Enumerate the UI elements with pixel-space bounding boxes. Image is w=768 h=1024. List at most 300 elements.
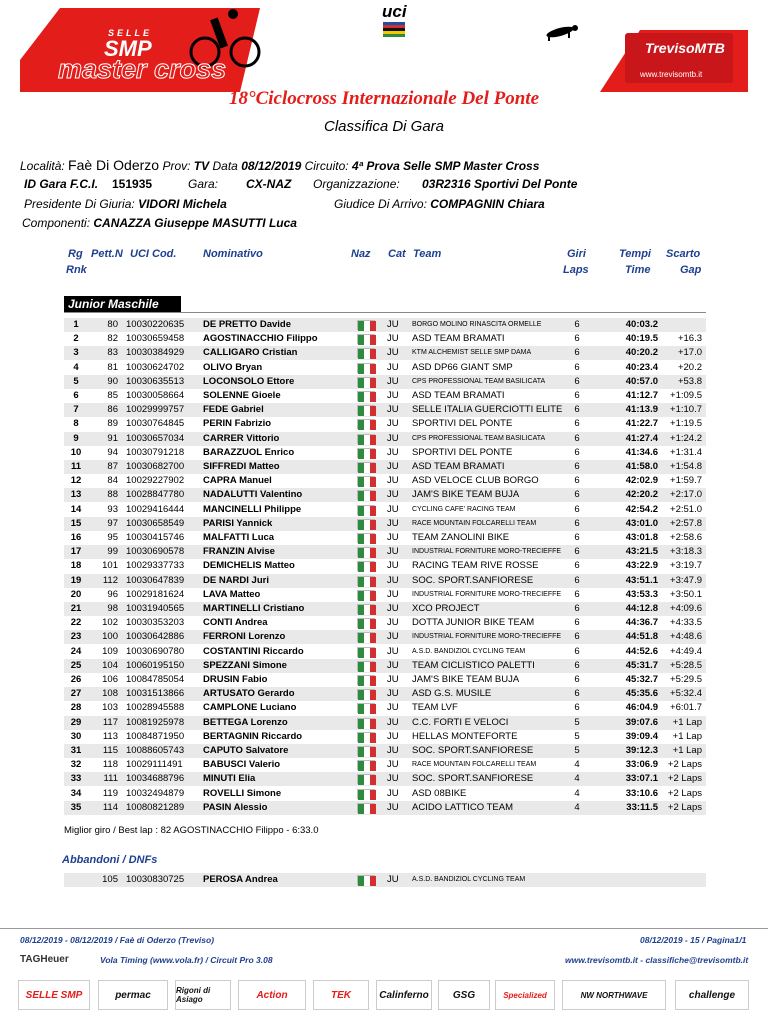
result-row xyxy=(64,517,706,531)
time-cell: 41:27.4 xyxy=(625,432,658,444)
bib-cell: 119 xyxy=(102,787,118,799)
rank-cell: 21 xyxy=(70,603,82,614)
italy-flag-icon xyxy=(357,732,375,742)
data-value: 08/12/2019 xyxy=(241,159,302,173)
result-row xyxy=(64,361,706,375)
time-cell: 44:51.8 xyxy=(625,631,658,643)
rank-cell: 25 xyxy=(70,659,82,671)
localita-value: Faè Di Oderzo xyxy=(68,157,160,173)
uci-code-cell: 10029227902 xyxy=(126,475,185,487)
laps-cell: 6 xyxy=(574,517,580,529)
circuito-label: Circuito: xyxy=(304,159,349,173)
rider-name-cell: COSTANTINI Riccardo xyxy=(203,645,304,657)
uci-code-cell: 10084785054 xyxy=(126,674,185,685)
uci-code-cell: 10030642886 xyxy=(126,631,185,643)
uci-code-cell: 10030635513 xyxy=(126,375,185,387)
bib-cell: 80 xyxy=(107,319,118,330)
bib-cell: 101 xyxy=(102,560,118,572)
col-tempi: Tempi xyxy=(619,248,651,260)
time-cell: 45:35.6 xyxy=(625,688,658,700)
italy-flag-icon xyxy=(357,505,375,515)
rider-name-cell: BETTEGA Lorenzo xyxy=(203,716,288,728)
category-cell: JU xyxy=(387,588,399,600)
italy-flag-icon xyxy=(357,803,375,813)
rank-cell: 35 xyxy=(70,801,82,813)
category-cell: JU xyxy=(387,418,399,430)
sponsor-logo: NW NORTHWAVE xyxy=(562,980,666,1010)
footer-divider xyxy=(0,928,768,929)
team-cell: A.S.D. BANDIZIOL CYCLING TEAM xyxy=(412,876,526,883)
category-cell: JU xyxy=(387,801,399,813)
italy-flag-icon xyxy=(357,448,375,458)
gap-cell: +1 Lap xyxy=(672,730,702,742)
bib-cell: 87 xyxy=(107,461,118,472)
team-cell: CPS PROFESSIONAL TEAM BASILICATA xyxy=(412,377,546,385)
info-line-1 xyxy=(20,157,539,173)
uci-code-cell: 10060195150 xyxy=(126,659,185,671)
bib-cell: 90 xyxy=(107,375,118,387)
time-cell: 40:03.2 xyxy=(625,319,658,330)
italy-flag-icon xyxy=(357,576,375,586)
rank-cell: 32 xyxy=(70,759,82,771)
time-cell: 41:58.0 xyxy=(625,461,658,472)
dnf-row xyxy=(64,873,706,887)
rider-name-cell: CALLIGARO Cristian xyxy=(203,347,298,359)
italy-flag-icon xyxy=(357,718,375,728)
smp-selle-text: SELLE xyxy=(108,28,153,38)
rank-cell: 22 xyxy=(70,617,82,629)
italy-flag-icon xyxy=(357,519,375,529)
result-row xyxy=(64,346,706,360)
time-cell: 44:52.6 xyxy=(625,645,658,657)
italy-flag-icon xyxy=(357,334,375,344)
col-time: Time xyxy=(625,264,651,276)
gap-cell: +2 Laps xyxy=(667,773,702,785)
category-cell: JU xyxy=(387,759,399,771)
italy-flag-icon xyxy=(357,561,375,571)
rank-cell: 29 xyxy=(70,716,82,728)
uci-code-cell: 10032494879 xyxy=(126,787,185,799)
uci-code-cell: 10031940565 xyxy=(126,603,185,614)
uci-code-cell: 10030415746 xyxy=(126,532,185,543)
gap-cell: +17.0 xyxy=(677,347,702,359)
uci-code-cell: 10029337733 xyxy=(126,560,185,572)
bib-cell: 91 xyxy=(107,432,118,444)
bib-cell: 117 xyxy=(102,716,118,728)
time-cell: 39:09.4 xyxy=(625,730,658,742)
italy-flag-icon xyxy=(357,875,375,885)
category-cell: JU xyxy=(387,787,399,799)
col-rnk: Rnk xyxy=(66,264,87,276)
bib-cell: 111 xyxy=(103,773,118,785)
rank-cell: 16 xyxy=(70,532,82,543)
team-cell: JAM'S BIKE TEAM BUJA xyxy=(412,489,520,501)
rider-name-cell: MINUTI Elia xyxy=(203,773,256,785)
team-cell: SOC. SPORT.SANFIORESE xyxy=(412,745,534,756)
category-cell: JU xyxy=(387,659,399,671)
category-cell: JU xyxy=(387,730,399,742)
italy-flag-icon xyxy=(357,533,375,543)
rank-cell: 13 xyxy=(70,489,82,501)
team-cell: ASD TEAM BRAMATI xyxy=(412,390,505,401)
rank-cell: 12 xyxy=(70,475,82,487)
gap-cell: +2 Laps xyxy=(667,801,702,813)
uci-code-cell: 10030058664 xyxy=(126,390,185,401)
uci-code-cell: 10084871950 xyxy=(126,730,185,742)
rider-name-cell: OLIVO Bryan xyxy=(203,361,263,373)
team-cell: A.S.D. BANDIZIOL CYCLING TEAM xyxy=(412,647,526,655)
laps-cell: 6 xyxy=(574,574,580,586)
sponsor-logo: Calinferno xyxy=(376,980,432,1010)
laps-cell: 6 xyxy=(574,390,580,401)
category-cell: JU xyxy=(387,390,399,401)
rider-name-cell: CONTI Andrea xyxy=(203,617,268,629)
laps-cell: 6 xyxy=(574,418,580,430)
col-rg: Rg xyxy=(68,248,83,260)
italy-flag-icon xyxy=(357,647,375,657)
sponsor-logo: TEK xyxy=(313,980,369,1010)
uci-code-cell: 10030647839 xyxy=(126,574,185,586)
result-row xyxy=(64,701,706,715)
bib-cell: 83 xyxy=(107,347,118,359)
result-row xyxy=(64,602,706,616)
uci-code-cell: 10088605743 xyxy=(126,745,185,756)
presidente-value: VIDORI Michela xyxy=(138,197,227,211)
laps-cell: 6 xyxy=(574,446,580,458)
italy-flag-icon xyxy=(357,689,375,699)
rank-cell: 5 xyxy=(73,375,79,387)
team-cell: SPORTIVI DEL PONTE xyxy=(412,418,513,430)
team-cell: ASD G.S. MUSILE xyxy=(412,688,492,700)
result-row xyxy=(64,744,706,758)
result-row xyxy=(64,545,706,559)
team-cell: INDUSTRIAL FORNITURE MORO-TRECIEFFE xyxy=(412,548,562,556)
uci-code-cell: 10028847780 xyxy=(126,489,185,501)
uci-code-cell: 10029999757 xyxy=(126,404,185,416)
col-uci: UCI Cod. xyxy=(130,248,177,260)
laps-cell: 6 xyxy=(574,503,580,515)
rank-cell: 31 xyxy=(70,745,82,756)
footer-timing: Vola Timing (www.vola.fr) / Circuit Pro 3.08 xyxy=(100,955,273,965)
col-nominativo: Nominativo xyxy=(203,248,263,260)
footer-date-location: 08/12/2019 - 08/12/2019 / Faè di Oderzo (Treviso) xyxy=(20,935,215,945)
info-line-3b xyxy=(334,197,545,211)
gap-cell: +1:54.8 xyxy=(670,461,702,472)
result-row xyxy=(64,488,706,502)
team-cell: SOC. SPORT.SANFIORESE xyxy=(412,773,534,785)
time-cell: 44:36.7 xyxy=(625,617,658,629)
time-cell: 41:22.7 xyxy=(625,418,658,430)
category-cell: JU xyxy=(387,603,399,614)
rank-cell: 14 xyxy=(70,503,82,515)
result-row xyxy=(64,531,706,545)
uci-code-cell: 10029416444 xyxy=(126,503,185,515)
laps-cell: 6 xyxy=(574,489,580,501)
rank-cell: 19 xyxy=(70,574,82,586)
gap-cell: +2 Laps xyxy=(667,787,702,799)
rank-cell: 17 xyxy=(70,546,82,558)
rank-cell: 6 xyxy=(73,390,79,401)
team-cell: JAM'S BIKE TEAM BUJA xyxy=(412,674,520,685)
result-row xyxy=(64,616,706,630)
rider-name-cell: SIFFREDI Matteo xyxy=(203,461,280,472)
bib-cell: 108 xyxy=(102,688,118,700)
italy-flag-icon xyxy=(357,348,375,358)
laps-cell: 6 xyxy=(574,375,580,387)
category-cell: JU xyxy=(387,333,399,345)
sponsor-logo: permac xyxy=(98,980,168,1010)
bib-cell: 85 xyxy=(107,390,118,401)
uci-code-cell: 10030384929 xyxy=(126,347,185,359)
sponsor-logo: GSG xyxy=(438,980,490,1010)
gap-cell: +6:01.7 xyxy=(670,702,702,714)
time-cell: 40:23.4 xyxy=(625,361,658,373)
uci-code-cell: 10030353203 xyxy=(126,617,185,629)
time-cell: 45:32.7 xyxy=(625,674,658,685)
gap-cell: +2:57.8 xyxy=(670,517,702,529)
gap-cell: +5:32.4 xyxy=(670,688,702,700)
result-row xyxy=(64,432,706,446)
rider-name-cell: MALFATTI Luca xyxy=(203,532,275,543)
bib-cell: 118 xyxy=(102,759,118,771)
rider-name-cell: LAVA Matteo xyxy=(203,588,261,600)
team-cell: TEAM LVF xyxy=(412,702,458,714)
presidente-label: Presidente Di Giuria: xyxy=(24,197,135,211)
italy-flag-icon xyxy=(357,377,375,387)
col-cat: Cat xyxy=(388,248,406,260)
rider-name-cell: PARISI Yannick xyxy=(203,517,273,529)
bib-cell: 100 xyxy=(102,631,118,643)
result-row xyxy=(64,375,706,389)
category-cell: JU xyxy=(387,503,399,515)
org-value: 03R2316 Sportivi Del Ponte xyxy=(422,177,578,191)
circuito-value: 4ª Prova Selle SMP Master Cross xyxy=(351,159,540,173)
time-cell: 41:12.7 xyxy=(625,390,658,401)
time-cell: 42:54.2 xyxy=(625,503,658,515)
category-cell: JU xyxy=(387,432,399,444)
italy-flag-icon xyxy=(357,590,375,600)
laps-cell: 6 xyxy=(574,432,580,444)
category-cell: JU xyxy=(387,461,399,472)
italy-flag-icon xyxy=(357,476,375,486)
time-cell: 43:01.8 xyxy=(625,532,658,543)
uci-code-cell: 10080821289 xyxy=(126,801,185,813)
rank-cell: 9 xyxy=(73,432,79,444)
time-cell: 44:12.8 xyxy=(625,603,658,614)
rank-cell: 24 xyxy=(70,645,82,657)
result-row xyxy=(64,645,706,659)
laps-cell: 4 xyxy=(574,787,580,799)
best-lap-note: Miglior giro / Best lap : 82 AGOSTINACCHIO Filippo - 6:33.0 xyxy=(64,825,319,836)
rider-name-cell: PERIN Fabrizio xyxy=(203,418,272,430)
bib-cell: 88 xyxy=(107,489,118,501)
team-cell: RACE MOUNTAIN FOLCARELLI TEAM xyxy=(412,519,537,527)
team-cell: BORGO MOLINO RINASCITA ORMELLE xyxy=(412,321,542,328)
laps-cell: 6 xyxy=(574,702,580,714)
uci-logo xyxy=(383,22,405,37)
bib-cell: 98 xyxy=(107,603,118,614)
italy-flag-icon xyxy=(357,391,375,401)
rider-name-cell: SOLENNE Gioele xyxy=(203,390,281,401)
rider-name-cell: AGOSTINACCHIO Filippo xyxy=(203,333,318,345)
rider-name-cell: CAMPLONE Luciano xyxy=(203,702,297,714)
result-row xyxy=(64,332,706,346)
result-row xyxy=(64,446,706,460)
rider-name-cell: BABUSCI Valerio xyxy=(203,759,281,771)
laps-cell: 6 xyxy=(574,361,580,373)
uci-code-cell: 10081925978 xyxy=(126,716,185,728)
id-gara-label: ID Gara F.C.I. xyxy=(24,177,99,191)
uci-code-cell: 10030657034 xyxy=(126,432,185,444)
laps-cell: 6 xyxy=(574,475,580,487)
uci-code-cell: 10030659458 xyxy=(126,333,185,345)
org-label: Organizzazione: xyxy=(313,177,400,191)
category-cell: JU xyxy=(387,645,399,657)
laps-cell: 6 xyxy=(574,347,580,359)
rank-cell: 15 xyxy=(70,517,82,529)
uci-code-cell: 10029181624 xyxy=(126,588,185,600)
gap-cell: +1:19.5 xyxy=(670,418,702,430)
time-cell: 33:06.9 xyxy=(625,759,658,771)
page-subtitle: Classifica Di Gara xyxy=(323,118,445,135)
rank-cell: 4 xyxy=(73,361,79,373)
italy-flag-icon xyxy=(357,746,375,756)
team-cell: SPORTIVI DEL PONTE xyxy=(412,446,513,458)
time-cell: 43:01.0 xyxy=(625,517,658,529)
info-line-4 xyxy=(22,216,297,230)
result-row xyxy=(64,630,706,644)
team-cell: ASD VELOCE CLUB BORGO xyxy=(412,475,539,487)
uci-text: uci xyxy=(382,2,407,21)
gap-cell: +3:18.3 xyxy=(670,546,702,558)
data-label: Data xyxy=(212,159,238,173)
uci-code-cell: 10030624702 xyxy=(126,361,185,373)
bib-cell: 104 xyxy=(102,659,118,671)
prov-label: Prov: xyxy=(162,159,191,173)
rider-name-cell: ROVELLI Simone xyxy=(203,787,282,799)
treviso-logo-text: TrevisoMTB xyxy=(645,40,725,56)
result-row xyxy=(64,787,706,801)
rank-cell: 23 xyxy=(70,631,82,643)
category-cell: JU xyxy=(387,560,399,572)
laps-cell: 6 xyxy=(574,688,580,700)
team-cell: C.C. FORTI E VELOCI xyxy=(412,716,509,728)
result-row xyxy=(64,687,706,701)
rider-name-cell: PEROSA Andrea xyxy=(203,874,278,885)
rider-name-cell: BERTAGNIN Riccardo xyxy=(203,730,303,742)
bib-cell: 95 xyxy=(107,532,118,543)
italy-flag-icon xyxy=(357,547,375,557)
page-title: 18°Ciclocross Internazionale Del Ponte xyxy=(228,88,540,109)
bib-cell: 115 xyxy=(102,745,118,756)
result-row xyxy=(64,403,706,417)
bib-cell: 96 xyxy=(107,588,118,600)
laps-cell: 4 xyxy=(574,773,580,785)
uci-code-cell: 10030682700 xyxy=(126,461,185,472)
gap-cell: +3:19.7 xyxy=(670,560,702,572)
col-laps: Laps xyxy=(563,264,589,276)
rider-name-cell: MARTINELLI Cristiano xyxy=(203,603,305,614)
col-pett: Pett.N xyxy=(91,248,123,260)
time-cell: 33:07.1 xyxy=(625,773,658,785)
category-cell: JU xyxy=(387,773,399,785)
team-cell: INDUSTRIAL FORNITURE MORO-TRECIEFFE xyxy=(412,590,562,598)
laps-cell: 6 xyxy=(574,461,580,472)
gap-cell: +2:58.6 xyxy=(670,532,702,543)
tagheuer-logo: TAGHeuer xyxy=(20,954,69,965)
col-giri: Giri xyxy=(567,248,586,260)
gap-cell: +4:48.6 xyxy=(670,631,702,643)
laps-cell: 6 xyxy=(574,532,580,543)
time-cell: 42:02.9 xyxy=(625,475,658,487)
result-row xyxy=(64,559,706,573)
dnf-heading: Abbandoni / DNFs xyxy=(62,854,158,866)
laps-cell: 6 xyxy=(574,617,580,629)
sponsor-logo: Specialized xyxy=(495,980,555,1010)
info-line-3 xyxy=(24,197,227,211)
team-cell: RACE MOUNTAIN FOLCARELLI TEAM xyxy=(412,761,537,769)
bib-cell: 93 xyxy=(107,503,118,515)
laps-cell: 6 xyxy=(574,674,580,685)
sponsor-logo: challenge xyxy=(675,980,749,1010)
rank-cell: 34 xyxy=(70,787,82,799)
category-cell: JU xyxy=(387,361,399,373)
laps-cell: 4 xyxy=(574,801,580,813)
rider-name-cell: DE PRETTO Davide xyxy=(203,319,291,330)
uci-code-cell: 10029111491 xyxy=(126,759,183,771)
bib-cell: 86 xyxy=(107,404,118,416)
gap-cell: +1 Lap xyxy=(672,716,702,728)
time-cell: 43:51.1 xyxy=(625,574,658,586)
rank-cell: 3 xyxy=(73,347,79,359)
rider-name-cell: FERRONI Lorenzo xyxy=(203,631,286,643)
team-cell: ASD TEAM BRAMATI xyxy=(412,461,505,472)
time-cell: 33:10.6 xyxy=(625,787,658,799)
bib-cell: 113 xyxy=(102,730,118,742)
italy-flag-icon xyxy=(357,363,375,373)
category-cell: JU xyxy=(387,716,399,728)
time-cell: 41:13.9 xyxy=(625,404,658,416)
italy-flag-icon xyxy=(357,419,375,429)
smp-brand-text: SMP xyxy=(104,36,152,61)
italy-flag-icon xyxy=(357,490,375,500)
laps-cell: 5 xyxy=(574,730,580,742)
id-gara-value: 151935 xyxy=(112,177,153,191)
result-row xyxy=(64,318,706,332)
category-cell: JU xyxy=(387,574,399,586)
italy-flag-icon xyxy=(357,618,375,628)
rider-name-cell: MANCINELLI Philippe xyxy=(203,503,302,515)
componenti-label: Componenti: xyxy=(22,216,91,230)
category-tag: Junior Maschile xyxy=(64,296,181,312)
time-cell: 43:21.5 xyxy=(625,546,658,558)
category-cell: JU xyxy=(387,404,399,416)
team-cell: SOC. SPORT.SANFIORESE xyxy=(412,574,534,586)
time-cell: 45:31.7 xyxy=(625,659,658,671)
uci-code-cell: 10030764845 xyxy=(126,418,185,430)
italy-flag-icon xyxy=(357,434,375,444)
rider-name-cell: PASIN Alessio xyxy=(203,801,268,813)
italy-flag-icon xyxy=(357,462,375,472)
team-cell: DOTTA JUNIOR BIKE TEAM xyxy=(412,617,535,629)
time-cell: 40:57.0 xyxy=(625,375,658,387)
result-row xyxy=(64,659,706,673)
bib-cell: 109 xyxy=(102,645,118,657)
bib-cell: 99 xyxy=(107,546,118,558)
result-row xyxy=(64,503,706,517)
gap-cell: +1:31.4 xyxy=(670,446,702,458)
italy-flag-icon xyxy=(357,604,375,614)
